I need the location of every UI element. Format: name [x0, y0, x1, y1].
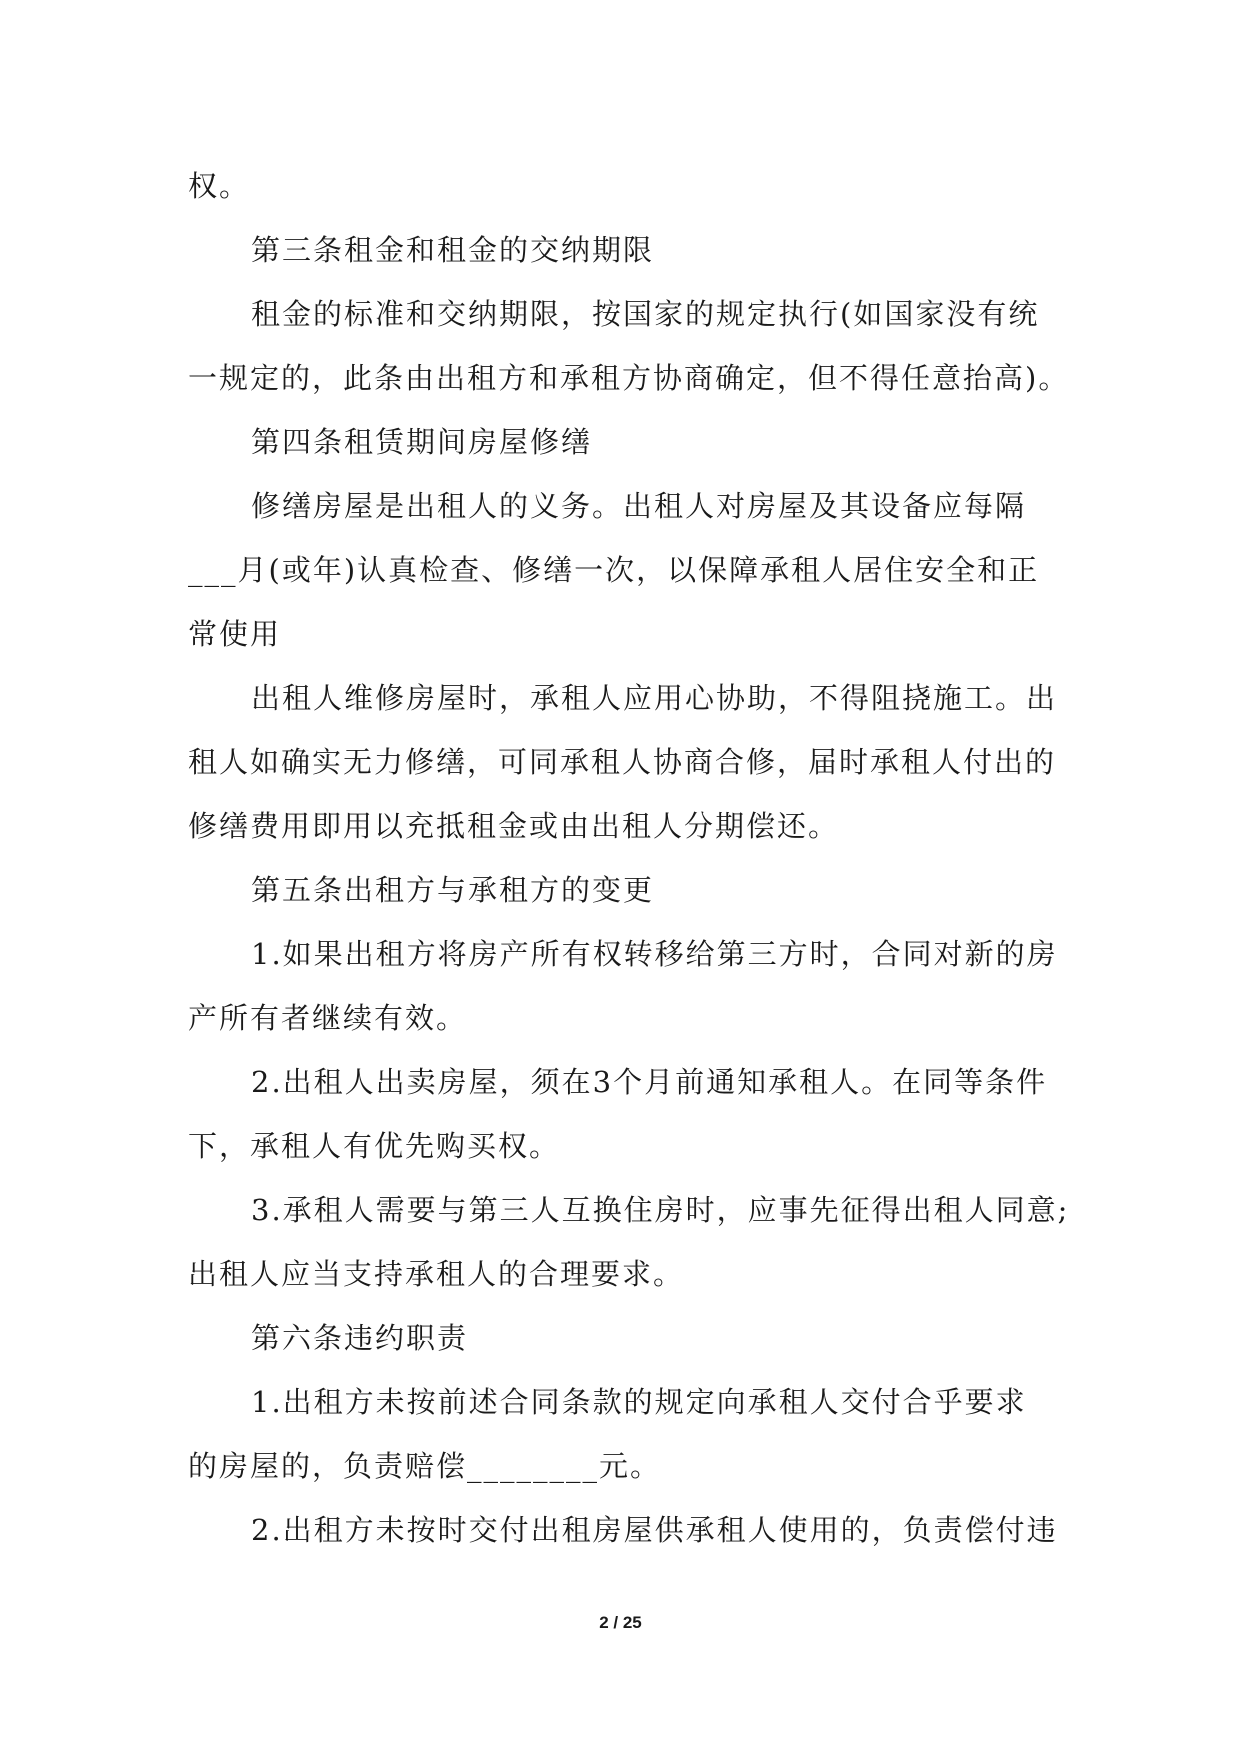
- text-line: 2.出租方未按时交付出租房屋供承租人使用的，负责偿付违: [251, 1513, 1058, 1547]
- text-line: 1.如果出租方将房产所有权转移给第三方时，合同对新的房: [251, 937, 1058, 971]
- page-number: 2 / 25: [599, 1613, 642, 1632]
- text-line: 修缮费用即用以充抵租金或由出租人分期偿还。: [188, 809, 840, 843]
- text-line: 产所有者继续有效。: [188, 1001, 468, 1035]
- section-heading: 第五条出租方与承租方的变更: [251, 873, 655, 907]
- text-line: 修缮房屋是出租人的义务。出租人对房屋及其设备应每隔: [251, 489, 1027, 523]
- text-line: 3.承租人需要与第三人互换住房时，应事先征得出租人同意;: [251, 1193, 1070, 1227]
- text-line: 2.出租人出卖房屋，须在3个月前通知承租人。在同等条件: [251, 1065, 1048, 1099]
- text-line: 出租人维修房屋时，承租人应用心协助，不得阻挠施工。出: [251, 681, 1058, 715]
- section-heading: 第三条租金和租金的交纳期限: [251, 233, 655, 267]
- text-line: 一规定的，此条由出租方和承租方协商确定，但不得任意抬高)。: [188, 361, 1070, 395]
- section-heading: 第四条租赁期间房屋修缮: [251, 425, 593, 459]
- text-line: 的房屋的，负责赔偿________元。: [188, 1449, 662, 1483]
- text-line: 1.出租方未按前述合同条款的规定向承租人交付合乎要求: [251, 1385, 1027, 1419]
- text-line: 租金的标准和交纳期限，按国家的规定执行(如国家没有统: [251, 297, 1040, 331]
- text-line: 租人如确实无力修缮，可同承租人协商合修，届时承租人付出的: [188, 745, 1057, 779]
- text-line: 常使用: [188, 617, 282, 651]
- text-line: ___月(或年)认真检查、修缮一次，以保障承租人居住安全和正: [188, 553, 1040, 587]
- section-heading: 第六条违约职责: [251, 1321, 469, 1355]
- text-line: 下，承租人有优先购买权。: [188, 1129, 561, 1163]
- text-line: 出租人应当支持承租人的合理要求。: [188, 1257, 685, 1291]
- text-line: 权。: [188, 169, 251, 203]
